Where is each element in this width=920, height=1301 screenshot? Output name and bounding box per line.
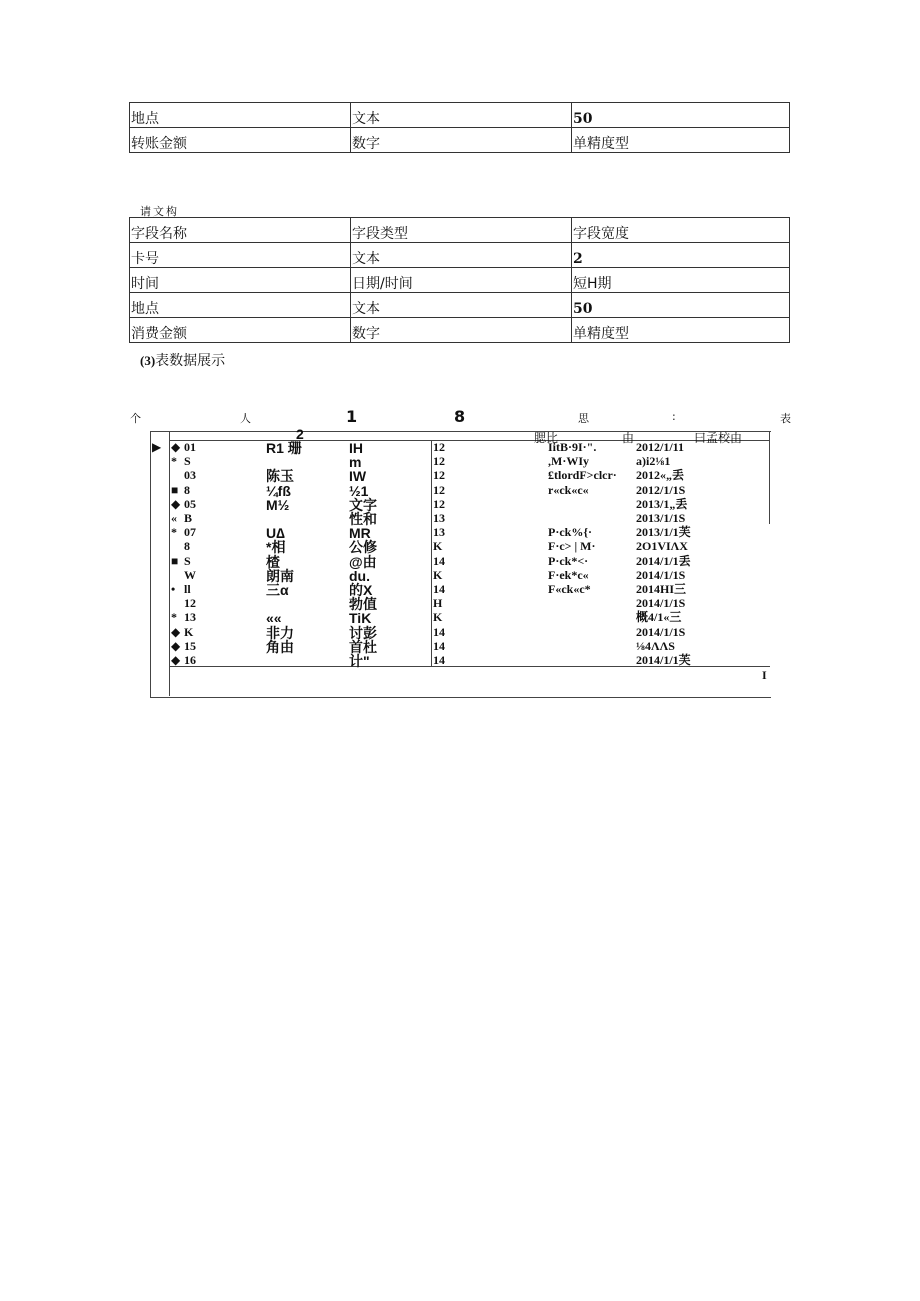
field-definition-table	[129, 217, 790, 343]
table-cell: 时间	[130, 268, 351, 293]
table-cell: 单精度型	[572, 318, 790, 343]
cell-date: ⅛4ΛΛS	[636, 638, 675, 653]
table-cell: 文本	[351, 243, 572, 268]
cell-name: ««	[266, 610, 282, 627]
table-cell: 地点	[130, 103, 351, 128]
cell-gender: m	[349, 454, 362, 471]
cell-id: 16	[184, 653, 196, 667]
cell-gender: 计"	[349, 653, 370, 669]
cell-date: 2012/1/1S	[636, 482, 686, 497]
table-cell: 字段名称	[130, 218, 351, 243]
header-fragment: 2	[296, 426, 304, 442]
cell-name: 楂	[266, 553, 280, 570]
table-row	[130, 103, 790, 128]
row-marker: ■	[171, 482, 179, 497]
cell-date: 2012«„丢	[636, 468, 685, 483]
cell-id: 03	[184, 468, 196, 483]
cell-age: K	[433, 539, 443, 554]
cell-date: 2013/1/1芙	[636, 525, 691, 540]
row-marker: ■	[171, 553, 179, 568]
cell-gender: 首杜	[349, 638, 377, 655]
title-char: 思	[578, 412, 589, 425]
cell-phone: IitB·9I·".	[548, 440, 597, 454]
header-fragment: 曰孟校由	[694, 431, 743, 445]
cell-age: 12	[433, 468, 445, 483]
table-cell: 数字	[351, 128, 572, 153]
cell-date: 2O1VIΛX	[636, 539, 688, 554]
cell-id: 13	[184, 610, 196, 625]
cell-gender: @由	[349, 553, 377, 570]
cell-id: B	[184, 511, 193, 525]
cell-age: 12	[433, 454, 445, 469]
cell-age: 14	[433, 638, 445, 653]
cell-id: 12	[184, 596, 196, 611]
footer-mark: I	[762, 668, 767, 682]
table-cell: 文本	[351, 103, 572, 128]
cell-gender: MR	[349, 525, 371, 542]
title-char: 8	[454, 407, 466, 426]
cell-phone: F·ek*c«	[548, 567, 589, 582]
table-row	[130, 268, 790, 293]
section-title: 表数据展示	[155, 353, 226, 369]
cell-date: 2014/1/1芙	[636, 653, 691, 667]
cell-age: H	[433, 596, 443, 611]
cell-id: 8	[184, 482, 190, 497]
cell-id: ll	[184, 582, 191, 596]
cell-name: U∆	[266, 525, 285, 542]
cell-gender: 公修	[349, 539, 377, 556]
cell-gender: IW	[349, 468, 367, 485]
cell-gender: 讨彭	[349, 624, 377, 641]
cell-phone: ,M·WIy	[548, 454, 589, 469]
cell-gender: 性和	[349, 511, 377, 527]
cell-date: 2012/1/11	[636, 440, 685, 454]
row-marker: *	[171, 610, 177, 625]
title-char: :	[672, 410, 676, 423]
cell-phone: P·ck*<·	[548, 553, 589, 568]
section-heading	[140, 350, 225, 370]
cell-id: 01	[184, 440, 196, 454]
cell-date: a)i2⅛1	[636, 454, 671, 469]
cell-date: 概4/1«三	[636, 610, 682, 625]
top-field-table	[129, 102, 790, 153]
row-marker: *	[171, 454, 177, 469]
cell-id: 15	[184, 638, 196, 653]
table-row	[130, 243, 790, 268]
cell-age: K	[433, 567, 443, 582]
cell-name: M½	[266, 496, 290, 513]
cell-age: 14	[433, 553, 445, 568]
table-cell: 文本	[351, 293, 572, 318]
cell-gender: du.	[349, 567, 370, 584]
row-marker: •	[171, 582, 176, 596]
cell-age: 14	[433, 582, 445, 596]
table-row	[130, 128, 790, 153]
row-marker: «	[171, 511, 177, 525]
cell-id: 05	[184, 496, 196, 511]
table-row	[130, 318, 790, 343]
table-cell: 转账金额	[130, 128, 351, 153]
cell-age: 14	[433, 653, 445, 667]
title-char: 1	[346, 407, 358, 426]
table-cell: 消费金额	[130, 318, 351, 343]
table-cell: 卡号	[130, 243, 351, 268]
table-cell: 地点	[130, 293, 351, 318]
cell-age: 13	[433, 511, 445, 525]
cell-gender: 的X	[349, 582, 373, 598]
title-char: 人	[240, 412, 251, 425]
cell-date: 2013/1/1S	[636, 511, 686, 525]
cell-phone: r«ck«c«	[548, 482, 589, 497]
record-selector-divider	[169, 432, 170, 696]
cell-phone: F«ck«c*	[548, 582, 591, 596]
table-row	[130, 218, 790, 243]
cell-name: 三α	[266, 582, 289, 598]
cell-id: K	[184, 624, 194, 639]
cell-phone: £tlordF>clcr·	[548, 468, 617, 483]
cell-name: ¼fß	[266, 482, 291, 499]
table-cell: 单精度型	[572, 128, 790, 153]
datasheet-right-edge	[769, 431, 770, 524]
cell-age: 12	[433, 496, 445, 511]
cell-gender: TiK	[349, 610, 372, 627]
cell-name: 非力	[266, 624, 294, 641]
row-marker: ◆	[171, 496, 181, 511]
cell-age: 12	[433, 440, 445, 454]
cell-name: R1 珊	[266, 440, 302, 456]
table-cell: 50	[572, 293, 790, 318]
cell-phone: F·c> | M·	[548, 539, 596, 554]
cell-date: 2014/1/1S	[636, 596, 686, 611]
cell-id: S	[184, 553, 191, 568]
row-marker: ◆	[171, 440, 181, 454]
cell-date: 2014/1/1丢	[636, 553, 691, 568]
table-cell: 2	[572, 243, 790, 268]
cell-date: 2014HI三	[636, 582, 687, 596]
row-marker: *	[171, 525, 177, 540]
row-marker: ◆	[171, 653, 181, 667]
cell-name: 角由	[266, 638, 294, 655]
cell-name: 朗南	[266, 567, 294, 584]
cell-age: 14	[433, 624, 445, 639]
header-fragment: 由	[622, 431, 635, 445]
cell-age: 13	[433, 525, 445, 540]
table-cell: 字段类型	[351, 218, 572, 243]
header-fragment: 腮比	[534, 431, 559, 445]
cell-phone: P·ck%{·	[548, 525, 593, 540]
cell-date: 2013/1„丢	[636, 496, 688, 511]
cell-age: K	[433, 610, 443, 625]
cell-gender: 文字	[349, 496, 377, 513]
table-cell: 数字	[351, 318, 572, 343]
cell-age: 12	[433, 482, 445, 497]
cell-gender: IH	[349, 440, 363, 456]
table-caption: 请文构	[140, 205, 179, 218]
cell-date: 2014/1/1S	[636, 624, 686, 639]
table-cell: 短H期	[572, 268, 790, 293]
table-cell: 50	[572, 103, 790, 128]
title-char: 个	[130, 412, 141, 425]
row-marker: ◆	[171, 638, 181, 653]
cell-name: 陈玉	[266, 468, 294, 485]
title-char: 表	[780, 412, 791, 425]
table-cell: 日期/时间	[351, 268, 572, 293]
row-marker: ▶	[152, 440, 162, 454]
cell-id: S	[184, 454, 191, 469]
section-number: (3)	[140, 353, 156, 368]
column-divider	[431, 440, 432, 666]
cell-id: W	[184, 567, 196, 582]
table-cell: 字段宽度	[572, 218, 790, 243]
row-marker: ◆	[171, 624, 181, 639]
table-row	[130, 293, 790, 318]
cell-gender: ½1	[349, 482, 369, 499]
cell-id: 8	[184, 539, 190, 554]
cell-id: 07	[184, 525, 196, 540]
cell-name: *相	[266, 539, 286, 556]
cell-date: 2014/1/1S	[636, 567, 686, 582]
cell-gender: 勃值	[349, 596, 377, 613]
